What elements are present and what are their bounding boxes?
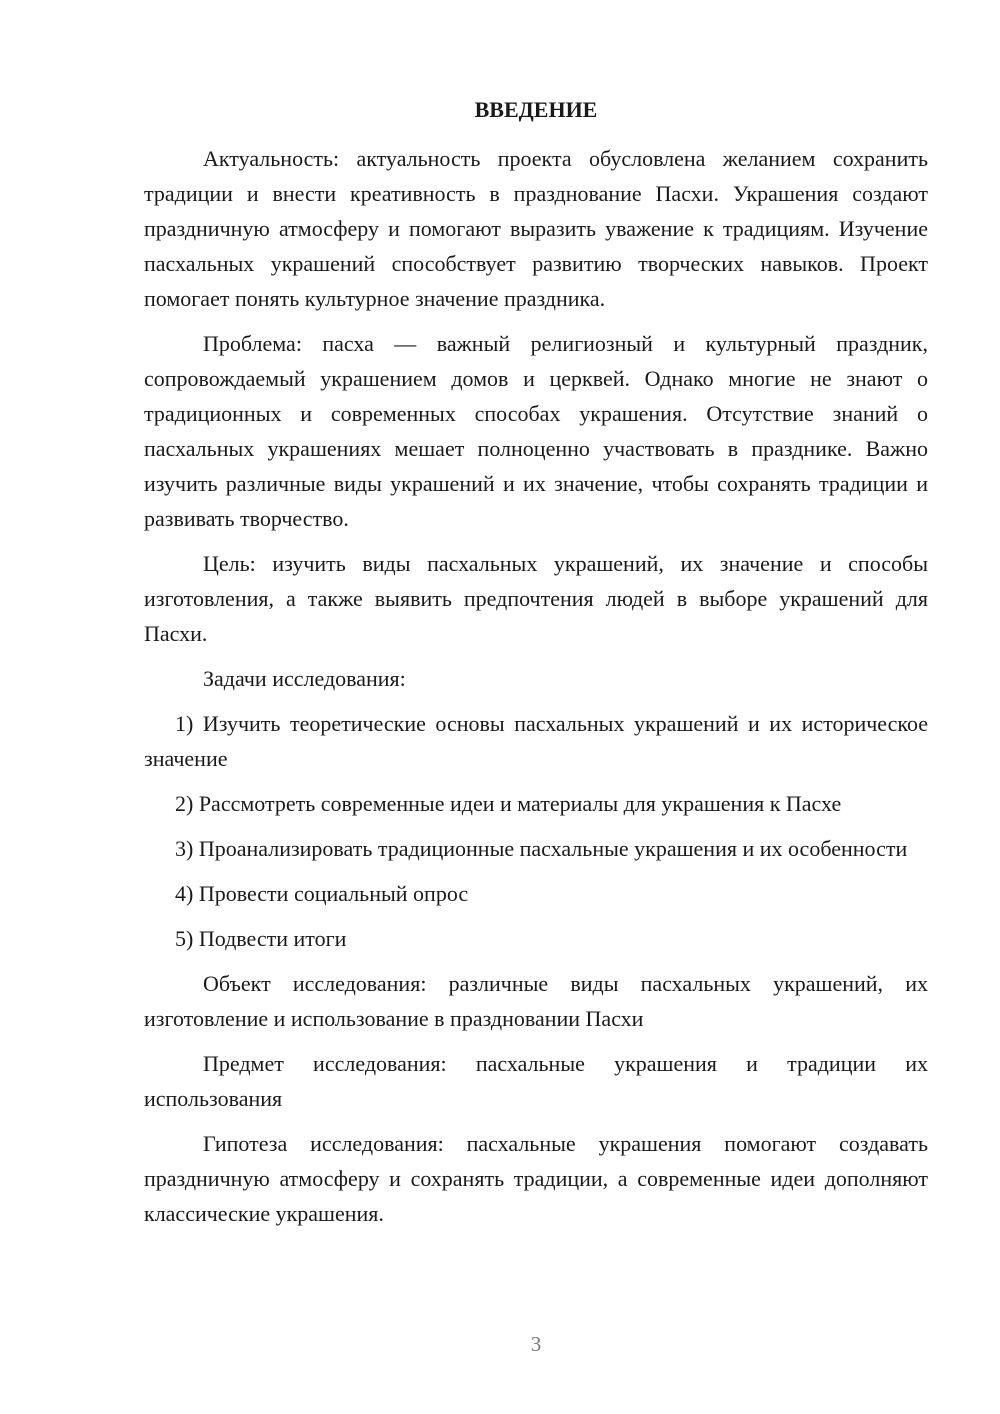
page-title: ВВЕДЕНИЕ <box>474 97 598 122</box>
hypothesis-paragraph: Гипотеза исследования: пасхальные украшения помогают создавать праздничную атмосферу и сохранять традиции, а современные идеи дополняют классические украшения. <box>144 1131 928 1226</box>
page-content <box>144 92 928 1231</box>
task-item-2: 2) Рассмотреть современные идеи и материалы для украшения к Пасхе <box>175 791 842 816</box>
task-item-3: 3) Проанализировать традиционные пасхальные украшения и их особенности <box>175 836 908 861</box>
research-object-paragraph: Объект исследования: различные виды пасхальных украшений, их изготовление и использование в праздновании Пасхи <box>144 971 928 1031</box>
research-subject-paragraph: Предмет исследования: пасхальные украшения и традиции их использования <box>144 1051 928 1111</box>
task-item-4: 4) Провести социальный опрос <box>175 881 469 906</box>
relevance-paragraph: Актуальность: актуальность проекта обусловлена желанием сохранить традиции и внести креативность в празднование Пасхи. Украшения создают праздничную атмосферу и помогают выразить уважение к традициям. Изучение пасхальных украшений способствует развитию творческих навыков. Проект помогает понять культурное значение праздника. <box>144 146 928 311</box>
task-item-5: 5) Подвести итоги <box>175 926 347 951</box>
problem-paragraph: Проблема: пасха — важный религиозный и культурный праздник, сопровождаемый украшением домов и церквей. Однако многие не знают о традиционных и современных способах украшения. Отсутствие знаний о пасхальных украшениях мешает полноценно участвовать в празднике. Важно изучить различные виды украшений и их значение, чтобы сохранять традиции и развивать творчество. <box>144 331 928 531</box>
page-number: 3 <box>530 1332 542 1356</box>
task-item-1: 1) Изучить теоретические основы пасхальных украшений и их историческое значение <box>144 711 928 771</box>
goal-paragraph: Цель: изучить виды пасхальных украшений, их значение и способы изготовления, а также выявить предпочтения людей в выборе украшений для Пасхи. <box>144 551 928 646</box>
tasks-heading: Задачи исследования: <box>203 666 406 691</box>
tasks-list <box>144 706 928 956</box>
